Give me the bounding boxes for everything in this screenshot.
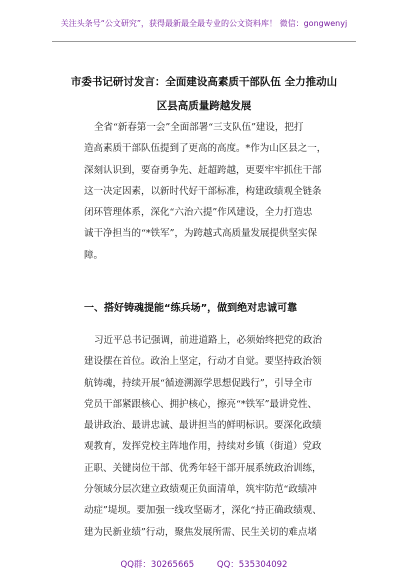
header-divider [52, 41, 356, 42]
paragraph-line: 诚干净担当的“*铁军”，为跨越式高质量发展提供坚实保 [84, 228, 317, 240]
paragraph-line: 建为民新业绩”行动，聚焦发展所需、民生关切的难点堵 [84, 526, 317, 538]
paragraph-line: 闭环管理体系，深化“六治六提”作风建设，全力打造忠 [84, 207, 313, 219]
paragraph-line: 这一决定因素，以新时代好干部标准，构建政绩观全链条 [84, 185, 322, 197]
paragraph-line: 正职、关键岗位干部、优秀年轻干部开展系统政治训练， [84, 462, 322, 474]
paragraph-line: 全省“新春第一会”全面部署“三支队伍”建设，把打 [94, 122, 304, 133]
paragraph-line: 最讲政治、最讲忠诚、最讲担当的鲜明标识。要深化政绩 [84, 420, 322, 432]
title-line: 区县高质量跨越发展 [156, 100, 252, 112]
paragraph-line: 党员干部紧跟核心、拥护核心，擦亮“*铁军”最讲党性、 [84, 398, 317, 410]
paragraph-line: 航铸魂，持续开展“循迹溯源学思想促践行”，引导全市 [84, 377, 313, 389]
paragraph-intro [84, 117, 356, 266]
paragraph-line: 障。 [84, 249, 104, 261]
paragraph-line: 深刻认识到，要奋勇争先、赶超跨越，更要牢牢抓住干部 [84, 164, 322, 176]
paragraph-section1 [84, 330, 356, 543]
section-heading: 一、搭好铸魂提能“练兵场”，做到绝对忠诚可靠 [84, 303, 298, 314]
paragraph-line: 分领域分层次建立政绩观正负面清单，筑牢防范“政绩冲 [84, 484, 317, 496]
paragraph-line: 建设摆在首位。政治上坚定，行动才自觉。要坚持政治领 [84, 356, 322, 368]
document-title [52, 70, 356, 118]
paragraph-line: 动症”堤坝。要加强一线攻坚砺才，深化“持正确政绩观、 [84, 505, 322, 517]
paragraph-line: 习近平总书记强调，前进道路上，必须始终把党的政治 [94, 335, 323, 346]
footer-note: QQ群：30265665 QQ：535304092 [120, 560, 288, 570]
paragraph-line: 观教育，发挥党校主阵地作用，持续对乡镇（街道）党政 [84, 441, 322, 453]
title-line: 市委书记研讨发言：全面建设高素质干部队伍 全力推动山 [70, 76, 338, 88]
header-note: 关注头条号“公文研究”，获得最新最全最专业的公文资料库！ 微信：gongwenyj [60, 19, 348, 28]
paragraph-line: 造高素质干部队伍提到了更高的高度。*作为山区县之一， [84, 143, 327, 155]
